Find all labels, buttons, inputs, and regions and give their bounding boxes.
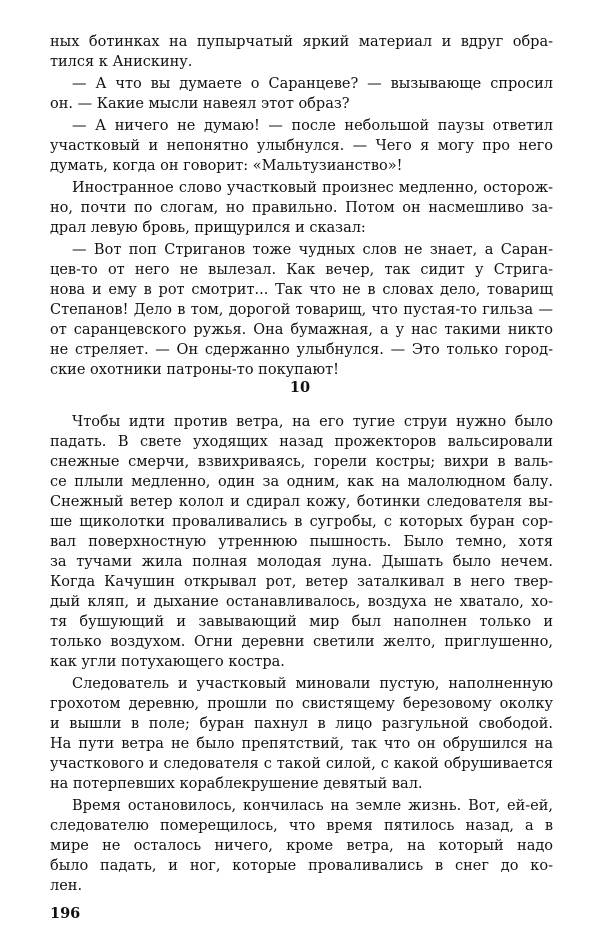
text-line: думать, когда он говорит: «Мальтузианство»!: [50, 158, 403, 174]
text-line: было падать, и ног, которые проваливались в снег до ко-: [50, 858, 553, 874]
text-line: цев-то от него не вылезал. Как вечер, так сидит у Стрига-: [50, 262, 553, 278]
text-line: Иностранное слово участковый произнес медленно, осторож-: [72, 180, 553, 196]
text-line: На пути ветра не было препятствий, так что он обрушился на: [50, 736, 553, 752]
text-line: ские охотники патроны-то покупают!: [50, 362, 339, 378]
text-line: следователю померещилось, что время пятилось назад, а в: [50, 818, 553, 834]
text-line: тился к Анискину.: [50, 54, 193, 70]
text-line: участковый и непонятно улыбнулся. — Чего я могу про него: [50, 138, 553, 154]
text-line: от саранцевского ружья. Она бумажная, а у нас такими никто: [50, 322, 553, 338]
text-line: участкового и следователя с такой силой, с какой обрушивается: [50, 756, 553, 772]
text-line: он. — Какие мысли навеял этот образ?: [50, 96, 350, 112]
text-line: Когда Качушин открывал рот, ветер заталкивал в него твер-: [50, 574, 553, 590]
text-line: ных ботинках на пупырчатый яркий материал и вдруг обра-: [50, 34, 553, 50]
chapter-heading: 10: [289, 379, 311, 396]
text-line: — Вот поп Стриганов тоже чудных слов не знает, а Саран-: [72, 242, 553, 258]
text-line: как угли потухающего костра.: [50, 654, 285, 670]
text-line: — А что вы думаете о Саранцеве? — вызывающе спросил: [72, 76, 553, 92]
text-line: только воздухом. Огни деревни светили желто, приглушенно,: [50, 634, 553, 650]
text-line: нова и ему в рот смотрит... Так что не в словах дело, товарищ: [50, 282, 553, 298]
text-line: дый кляп, и дыхание останавливалось, воздуха не хватало, хо-: [50, 594, 553, 610]
text-line: Следователь и участковый миновали пустую, наполненную: [72, 676, 553, 692]
text-line: но, почти по слогам, но правильно. Потом он насмешливо за-: [50, 200, 553, 216]
text-line: тя бушующий и завывающий мир был наполнен только и: [50, 614, 553, 630]
text-line: на потерпевших кораблекрушение девятый вал.: [50, 776, 423, 792]
text-line: мире не осталось ничего, кроме ветра, на который надо: [50, 838, 553, 854]
text-line: и вышли в поле; буран пахнул в лицо разгульной свободой.: [50, 716, 553, 732]
text-line: падать. В свете уходящих назад прожекторов вальсировали: [50, 434, 553, 450]
text-line: за тучами жила полная молодая луна. Дышать было нечем.: [50, 554, 553, 570]
text-line: снежные смерчи, взвихриваясь, горели костры; вихри в валь-: [50, 454, 553, 470]
text-line: грохотом деревню, прошли по свистящему березовому околку: [50, 696, 553, 712]
text-line: не стреляет. — Он сдержанно улыбнулся. — Это только город-: [50, 342, 553, 358]
text-line: вал поверхностную утреннюю пышность. Было темно, хотя: [50, 534, 553, 550]
text-line: — А ничего не думаю! — после небольшой паузы ответил: [72, 118, 553, 134]
text-line: лен.: [50, 878, 83, 894]
page-number: 196: [50, 905, 81, 922]
text-line: Степанов! Дело в том, дорогой товарищ, что пустая-то гильза —: [50, 302, 553, 318]
text-line: Снежный ветер колол и сдирал кожу, ботинки следователя вы-: [50, 494, 553, 510]
text-line: драл левую бровь, прищурился и сказал:: [50, 220, 366, 236]
text-line: се плыли медленно, один за одним, как на малолюдном балу.: [50, 474, 553, 490]
text-line: Чтобы идти против ветра, на его тугие струи нужно было: [72, 414, 553, 430]
text-line: Время остановилось, кончилась на земле жизнь. Вот, ей-ей,: [72, 798, 553, 814]
text-line: ше щиколотки проваливались в сугробы, с которых буран сор-: [50, 514, 553, 530]
